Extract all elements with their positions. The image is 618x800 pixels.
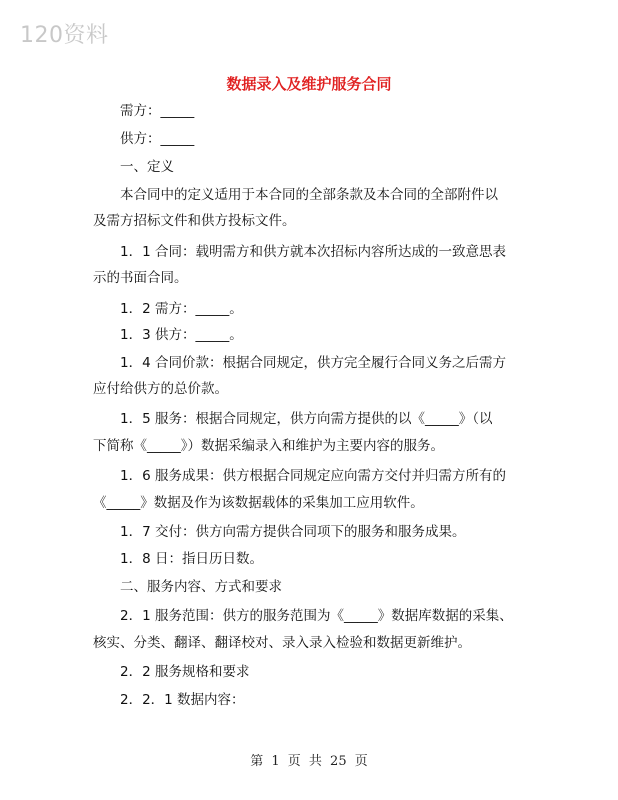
definitions-intro-line2: 及需方招标文件和供方投标文件。 xyxy=(93,213,296,229)
clause-1-4-line2: 应付给供方的总价款。 xyxy=(93,381,228,397)
clause-1-6-line1: 1．6 服务成果：供方根据合同规定应向需方交付并归需方所有的 xyxy=(120,468,506,484)
clause-1-1-line2: 示的书面合同。 xyxy=(93,270,188,286)
clause-1-7: 1．7 交付：供方向需方提供合同项下的服务和服务成果。 xyxy=(120,524,466,540)
page-number-footer: 第 1 页 共 25 页 xyxy=(250,754,368,769)
clause-1-8: 1．8 日：指日历日数。 xyxy=(120,551,263,567)
clause-1-1-line1: 1．1 合同：载明需方和供方就本次招标内容所达成的一致意思表 xyxy=(120,244,506,260)
document-title: 数据录入及维护服务合同 xyxy=(226,75,392,93)
clause-1-4-line1: 1．4 合同价款：根据合同规定，供方完全履行合同义务之后需方 xyxy=(120,355,506,371)
clause-1-5-line1: 1．5 服务：根据合同规定，供方向需方提供的以《_____》（以 xyxy=(120,411,493,427)
clause-2-2: 2．2 服务规格和要求 xyxy=(120,664,250,680)
definitions-intro-line1: 本合同中的定义适用于本合同的全部条款及本合同的全部附件以 xyxy=(120,187,498,203)
buyer-party: 需方：_____ xyxy=(120,103,195,119)
clause-1-6-line2: 《_____》数据及作为该数据载体的采集加工应用软件。 xyxy=(93,495,424,511)
watermark: 120资料 xyxy=(20,23,109,48)
section-1-heading: 一、定义 xyxy=(120,159,174,175)
clause-2-1-line2: 核实、分类、翻译、翻译校对、录入录入检验和数据更新维护。 xyxy=(93,635,471,651)
supplier-party: 供方：_____ xyxy=(120,131,195,147)
section-2-heading: 二、服务内容、方式和要求 xyxy=(120,579,282,595)
clause-1-5-line2: 下简称《_____》）数据采编录入和维护为主要内容的服务。 xyxy=(93,438,444,454)
clause-2-2-1: 2．2．1 数据内容： xyxy=(120,692,245,708)
clause-2-1-line1: 2．1 服务范围：供方的服务范围为《_____》数据库数据的采集、 xyxy=(120,608,513,624)
clause-1-2: 1．2 需方：_____。 xyxy=(120,301,243,317)
clause-1-3: 1．3 供方：_____。 xyxy=(120,327,243,343)
